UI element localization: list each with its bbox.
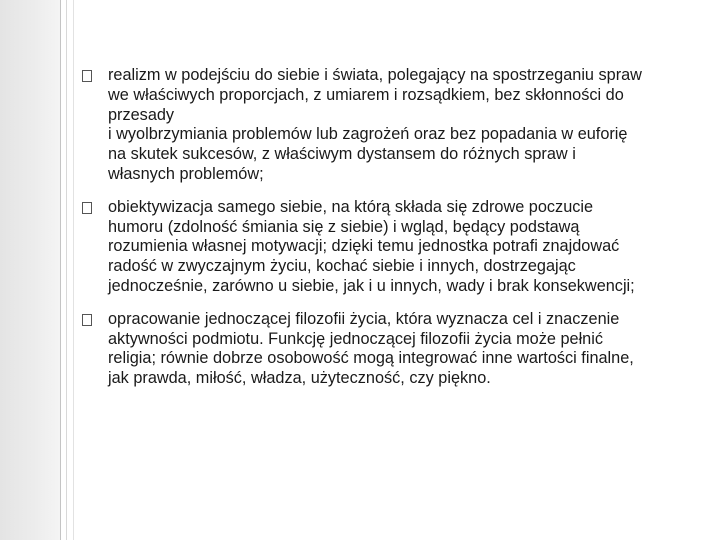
text-line: humoru (zdolność śmiania się z siebie) i wgląd, będący podstawą [108,217,580,236]
text-line: we właściwych proporcjach, z umiarem i rozsądkiem, bez skłonności do [108,85,624,104]
bullet-item-self-objectification [82,198,707,297]
text-line: przesady [108,105,175,124]
bullet-item-life-philosophy [82,310,707,389]
empty-square-bullet-icon [82,70,92,82]
text-line: i wyolbrzymiania problemów lub zagrożeń oraz bez popadania w euforię [108,125,628,144]
text-line: realizm w podejściu do siebie i świata, polegający na spostrzeganiu spraw [108,66,642,84]
left-decorative-band [0,0,60,540]
empty-square-bullet-icon [82,202,92,214]
text-line: na skutek sukcesów, z właściwym dystansem do różnych spraw i [108,145,576,164]
bullet-text [108,310,707,389]
text-line: religia; równie dobrze osobowość mogą integrować inne wartości finalne, [108,349,634,368]
text-line: rozumienia własnej motywacji; dzięki temu jednostka potrafi znajdować [108,237,620,256]
vertical-rule-line [66,0,67,540]
bullet-text [108,66,707,185]
bullet-text [108,198,707,297]
text-line: aktywności podmiotu. Funkcję jednoczącej filozofii życia może pełnić [108,329,603,348]
vertical-rule-line [73,0,74,540]
text-line: jednocześnie, zarówno u siebie, jak i u innych, wady i brak konsekwencji; [108,276,635,295]
empty-square-bullet-icon [82,314,92,326]
bullet-item-realism [82,66,707,185]
text-line: własnych problemów; [108,164,264,183]
text-line: jak prawda, miłość, władza, użyteczność, czy piękno. [108,369,491,388]
text-line: obiektywizacja samego siebie, na którą składa się zdrowe poczucie [108,197,594,216]
bullet-list [82,66,707,389]
text-line: radość w zwyczajnym życiu, kochać siebie i innych, dostrzegając [108,257,576,276]
text-line: opracowanie jednoczącej filozofii życia, która wyznacza cel i znaczenie [108,309,620,328]
vertical-rule-line [60,0,61,540]
